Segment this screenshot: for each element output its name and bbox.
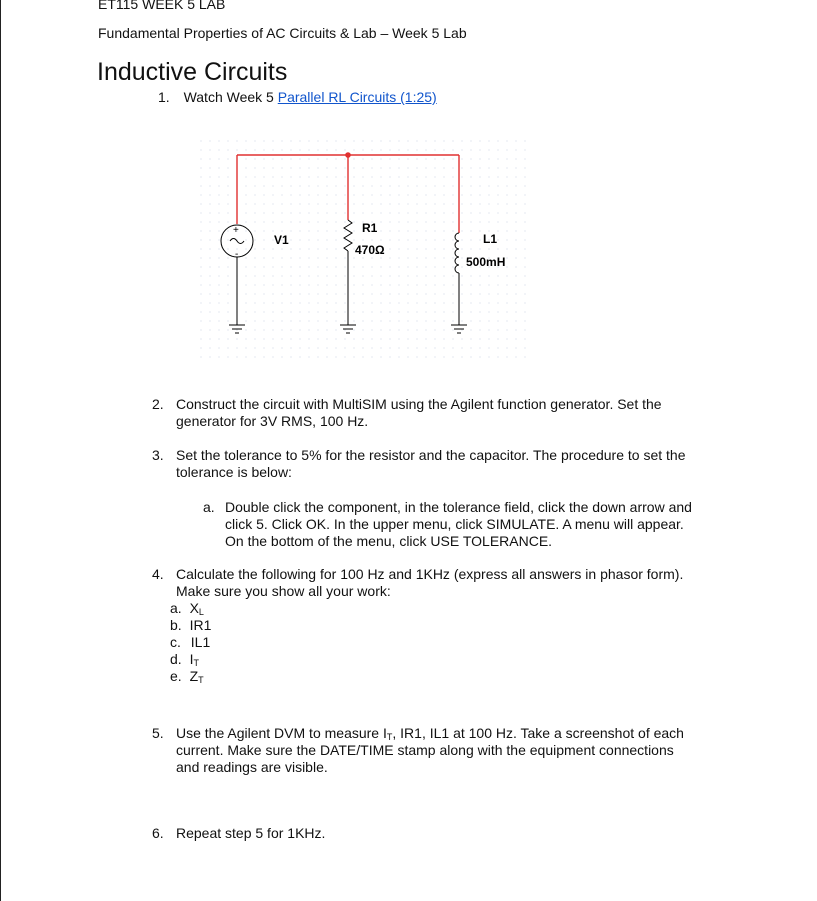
- inductor-value: 500mH: [466, 255, 506, 269]
- video-link[interactable]: Parallel RL Circuits (1:25): [277, 89, 437, 105]
- step-text-line: Construct the circuit with MultiSIM using the Agilent function generator. Set the: [176, 396, 662, 412]
- resistor-value: 470Ω: [355, 243, 385, 257]
- step-text-line: Make sure you show all your work:: [176, 583, 391, 599]
- step-text: Repeat step 5 for 1KHz.: [176, 825, 326, 841]
- resistor-label: R1: [362, 221, 378, 235]
- step-number: 3.: [152, 447, 164, 463]
- step-text-line: Use the Agilent DVM to measure $I_T$, IR1, IL1 at 100 Hz. Take a screenshot of each: [176, 725, 684, 742]
- step-text-line: tolerance is below:: [176, 464, 292, 480]
- step-text-line: Calculate the following for 100 Hz and 1KHz (express all answers in phasor form).: [176, 566, 684, 582]
- page-title: Inductive Circuits: [97, 58, 288, 86]
- step-number: 6.: [152, 825, 164, 841]
- inductor-label: L1: [483, 232, 498, 246]
- document-header: ET115 WEEK 5 LAB: [98, 0, 226, 12]
- sub-text-line: Double click the component, in the tolerance field, click the down arrow and: [225, 499, 692, 515]
- source-label: V1: [274, 233, 289, 247]
- page-left-border: [0, 0, 1, 901]
- step-text: Watch Week 5: [183, 89, 274, 105]
- list-item: c. IL1: [170, 634, 211, 650]
- step-number: 2.: [152, 396, 164, 412]
- step-number: 4.: [152, 566, 164, 582]
- source-minus-sign: -: [235, 249, 239, 260]
- step-1: [158, 89, 437, 106]
- step-number: 5.: [152, 725, 164, 741]
- sub-letter: a.: [203, 499, 215, 515]
- step-number: 1.: [158, 89, 170, 105]
- list-item: a. $X_L$: [170, 600, 204, 617]
- step-text-line: and readings are visible.: [176, 759, 328, 775]
- document-subtitle: Fundamental Properties of AC Circuits & Lab – Week 5 Lab: [98, 25, 467, 41]
- sub-text-line: click 5. Click OK. In the upper menu, click SIMULATE. A menu will appear.: [225, 516, 684, 532]
- step-text-line: generator for 3V RMS, 100 Hz.: [176, 413, 369, 429]
- sub-text-line: On the bottom of the menu, click USE TOLERANCE.: [225, 533, 553, 549]
- junction-node: [345, 152, 351, 158]
- list-item: d. $I_T$: [170, 651, 199, 668]
- circuit-diagram: [200, 140, 540, 365]
- list-item: e. $Z_T$: [170, 668, 204, 685]
- step-text-line: current. Make sure the DATE/TIME stamp along with the equipment connections: [176, 742, 674, 758]
- list-item: b. IR1: [170, 617, 212, 633]
- source-plus-sign: +: [233, 225, 239, 236]
- step-text-line: Set the tolerance to 5% for the resistor and the capacitor. The procedure to set the: [176, 447, 686, 463]
